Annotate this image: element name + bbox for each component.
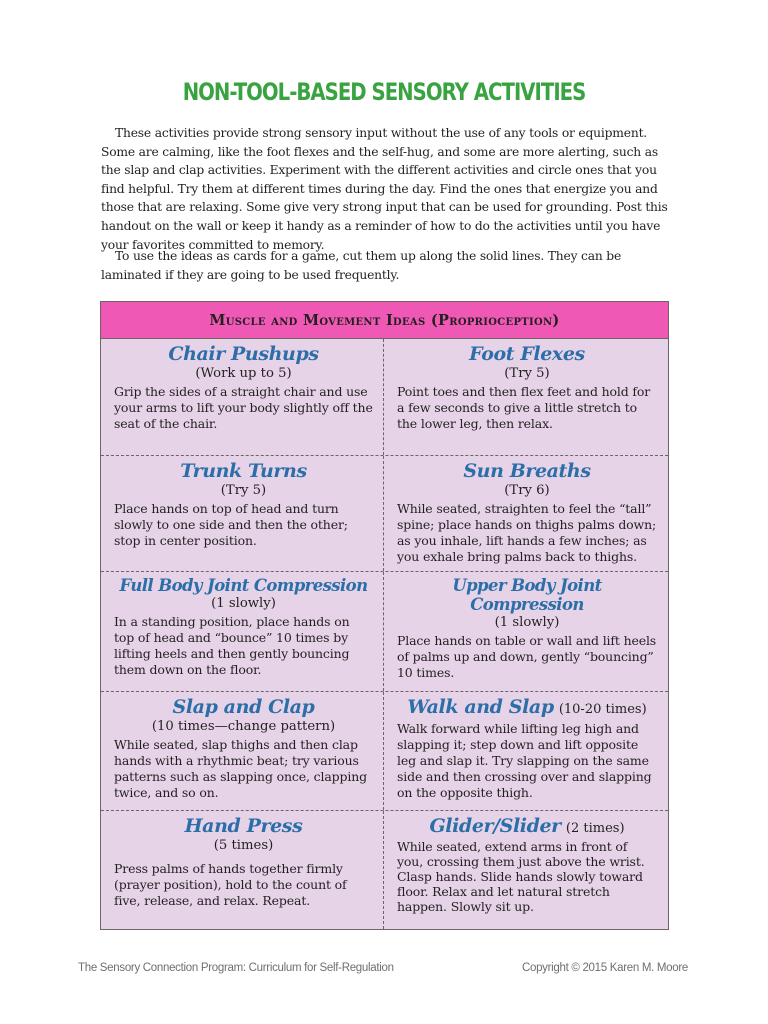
card-body: While seated, straighten to feel the “tall” spine; place hands on thighs palms down; as you inhale, lift hands a few inches; as you exhale bring palms back to thighs. <box>397 501 657 564</box>
intro-paragraph: These activities provide strong sensory input without the use of any tools or equipment. Some are calming, like the foot flexes and the self-hug, and some are more alerting, such as the slap and clap activities. Experiment with the different activities and circle ones that you find helpful. Try them at different times during the day. Find the ones that energize you and those that are relaxing. Some give very strong input that can be used for grounding. Post this handout on the wall or keep it handy as a reminder of how to do the activities until you have your favorites committed to memory. <box>101 126 668 252</box>
card-foot-flexes <box>384 339 667 455</box>
card-count: (10 times—change pattern) <box>151 719 336 734</box>
card-body: While seated, slap thighs and then clap hands with a rhythmic beat; try various patterns such as slapping once, clapping twice, and so on. <box>114 737 367 800</box>
card-count: (5 times) <box>213 838 274 853</box>
card-title: Full Body Joint Compression <box>119 576 368 595</box>
card-body: Grip the sides of a straight chair and use your arms to lift your body slightly off the seat of the chair. <box>114 384 373 431</box>
card-body: In a standing position, place hands on top of head and “bounce” 10 times by lifting heels and then gently bouncing them down on the floor. <box>114 614 350 677</box>
card-count: (Try 5) <box>504 366 550 381</box>
card-glider-slider <box>384 811 667 929</box>
card-full-body-joint-compression <box>101 572 384 691</box>
card-upper-body-joint-compression <box>384 572 667 691</box>
card-title: Glider/Slider <box>429 815 561 837</box>
card-title: Foot Flexes <box>469 343 585 365</box>
section-banner: Muscle and Movement Ideas (Proprioception) <box>101 302 668 339</box>
card-title: Upper Body Joint Compression <box>452 576 602 614</box>
card-title: Walk and Slap <box>407 696 554 718</box>
card-title: Trunk Turns <box>180 460 307 482</box>
card-row <box>101 691 668 810</box>
card-count: (Try 5) <box>220 483 267 498</box>
card-chair-pushups <box>101 339 384 455</box>
activity-card-table <box>100 301 669 930</box>
card-row <box>101 455 668 571</box>
card-walk-and-slap <box>384 692 667 810</box>
card-title: Slap and Clap <box>172 696 315 718</box>
card-title: Hand Press <box>184 815 303 837</box>
card-row <box>101 571 668 691</box>
card-body: Point toes and then flex feet and hold for a few seconds to give a little stretch to the lower leg, then relax. <box>397 384 651 431</box>
card-count: (1 slowly) <box>211 596 276 611</box>
card-body: While seated, extend arms in front of you, crossing them just above the wrist. Clasp hands. Slide hands slowly toward floor. Relax and let natural stretch happen. Slowly sit up. <box>397 839 645 914</box>
card-count: (1 slowly) <box>494 615 560 630</box>
card-body: Place hands on table or wall and lift heels of palms up and down, gently “bouncing” 10 times. <box>397 633 657 680</box>
card-body: Place hands on top of head and turn slowly to one side and then the other; stop in center position. <box>114 501 348 548</box>
instructions-paragraph: To use the ideas as cards for a game, cut them up along the solid lines. They can be laminated if they are going to be used frequently. <box>101 249 622 282</box>
card-slap-and-clap <box>101 692 384 810</box>
card-body: Walk forward while lifting leg high and slapping it; step down and lift opposite leg and slap it. Try slapping on the same side and then crossing over and slapping on the opposite thigh. <box>397 721 652 800</box>
card-hand-press <box>101 811 384 929</box>
card-sun-breaths <box>384 456 667 571</box>
card-count: (10-20 times) <box>558 702 647 717</box>
page-title: NON-TOOL-BASED SENSORY ACTIVITIES <box>182 78 586 106</box>
card-count: (Try 6) <box>504 483 550 498</box>
card-count: (2 times) <box>565 821 625 836</box>
card-count: (Work up to 5) <box>195 366 292 381</box>
card-trunk-turns <box>101 456 384 571</box>
card-title: Chair Pushups <box>168 343 319 365</box>
card-title: Sun Breaths <box>463 460 591 482</box>
card-row <box>101 339 668 455</box>
footer-copyright: Copyright © 2015 Karen M. Moore <box>521 962 688 974</box>
footer-program-title: The Sensory Connection Program: Curriculum for Self-Regulation <box>78 962 394 974</box>
card-row <box>101 810 668 929</box>
card-body: Press palms of hands together firmly (prayer position), hold to the count of five, release, and relax. Repeat. <box>114 861 347 908</box>
